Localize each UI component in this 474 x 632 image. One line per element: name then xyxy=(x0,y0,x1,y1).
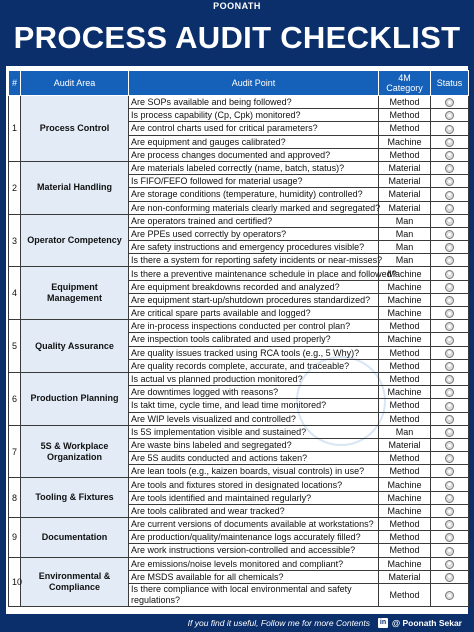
category-cell: Machine xyxy=(379,333,431,346)
section-number: 9 xyxy=(9,518,21,558)
status-cell xyxy=(431,267,469,280)
status-radio-icon[interactable] xyxy=(445,204,454,213)
status-cell xyxy=(431,412,469,425)
status-cell xyxy=(431,372,469,385)
category-cell: Method xyxy=(379,452,431,465)
status-cell xyxy=(431,518,469,531)
audit-point-cell: Are process changes documented and approved? xyxy=(129,148,379,161)
audit-point-cell: Are WIP levels visualized and controlled? xyxy=(129,412,379,425)
status-radio-icon[interactable] xyxy=(445,256,454,265)
status-radio-icon[interactable] xyxy=(445,98,454,107)
status-radio-icon[interactable] xyxy=(445,388,454,397)
status-radio-icon[interactable] xyxy=(445,111,454,120)
status-cell xyxy=(431,148,469,161)
category-cell: Machine xyxy=(379,280,431,293)
status-cell xyxy=(431,478,469,491)
audit-point-cell: Are current versions of documents available at workstations? xyxy=(129,518,379,531)
audit-point-cell: Is FIFO/FEFO followed for material usage? xyxy=(129,175,379,188)
category-cell: Method xyxy=(379,372,431,385)
audit-point-cell: Are safety instructions and emergency procedures visible? xyxy=(129,241,379,254)
category-cell: Method xyxy=(379,544,431,557)
status-radio-icon[interactable] xyxy=(445,217,454,226)
table-row xyxy=(9,161,469,174)
brand-name: POONATH xyxy=(213,1,261,11)
status-radio-icon[interactable] xyxy=(445,349,454,358)
checklist-table xyxy=(8,70,469,607)
status-radio-icon[interactable] xyxy=(445,243,454,252)
table-row xyxy=(9,478,469,491)
table-row xyxy=(9,267,469,280)
checklist-body xyxy=(9,96,469,607)
status-cell xyxy=(431,109,469,122)
status-cell xyxy=(431,544,469,557)
category-cell: Man xyxy=(379,227,431,240)
category-cell: Machine xyxy=(379,307,431,320)
audit-point-cell: Is there a preventive maintenance schedule in place and followed? xyxy=(129,267,379,280)
status-cell xyxy=(431,320,469,333)
status-radio-icon[interactable] xyxy=(445,591,454,600)
audit-point-cell: Are control charts used for critical parameters? xyxy=(129,122,379,135)
category-cell: Material xyxy=(379,438,431,451)
status-radio-icon[interactable] xyxy=(445,428,454,437)
status-cell xyxy=(431,188,469,201)
audit-point-cell: Are equipment start-up/shutdown procedures standardized? xyxy=(129,293,379,306)
audit-point-cell: Are materials labeled correctly (name, batch, status)? xyxy=(129,161,379,174)
audit-area-cell: Operator Competency xyxy=(21,214,129,267)
section-number: 7 xyxy=(9,425,21,478)
category-cell: Machine xyxy=(379,504,431,517)
audit-area-cell: Material Handling xyxy=(21,161,129,214)
status-radio-icon[interactable] xyxy=(445,270,454,279)
status-cell xyxy=(431,96,469,109)
status-radio-icon[interactable] xyxy=(445,125,454,134)
status-cell xyxy=(431,227,469,240)
status-radio-icon[interactable] xyxy=(445,494,454,503)
category-cell: Machine xyxy=(379,293,431,306)
status-cell xyxy=(431,307,469,320)
status-radio-icon[interactable] xyxy=(445,507,454,516)
status-radio-icon[interactable] xyxy=(445,283,454,292)
status-radio-icon[interactable] xyxy=(445,547,454,556)
status-cell xyxy=(431,425,469,438)
table-row xyxy=(9,425,469,438)
category-cell: Method xyxy=(379,109,431,122)
audit-area-cell: Quality Assurance xyxy=(21,320,129,373)
section-number: 8 xyxy=(9,478,21,518)
audit-point-cell: Is actual vs planned production monitored? xyxy=(129,372,379,385)
page-title: PROCESS AUDIT CHECKLIST xyxy=(13,20,461,55)
status-radio-icon[interactable] xyxy=(445,454,454,463)
audit-point-cell: Are emissions/noise levels monitored and compliant? xyxy=(129,557,379,570)
audit-point-cell: Is there a system for reporting safety incidents or near-misses? xyxy=(129,254,379,267)
status-cell xyxy=(431,491,469,504)
audit-point-cell: Are lean tools (e.g., kaizen boards, visual controls) in use? xyxy=(129,465,379,478)
status-radio-icon[interactable] xyxy=(445,402,454,411)
section-number: 2 xyxy=(9,161,21,214)
audit-point-cell: Are tools calibrated and wear tracked? xyxy=(129,504,379,517)
status-radio-icon[interactable] xyxy=(445,230,454,239)
section-number: 6 xyxy=(9,372,21,425)
category-cell: Man xyxy=(379,241,431,254)
category-cell: Machine xyxy=(379,135,431,148)
category-cell: Method xyxy=(379,320,431,333)
status-cell xyxy=(431,465,469,478)
audit-area-cell: Equipment Management xyxy=(21,267,129,320)
audit-point-cell: Are equipment and gauges calibrated? xyxy=(129,135,379,148)
status-cell xyxy=(431,122,469,135)
status-cell xyxy=(431,504,469,517)
audit-point-cell: Are PPEs used correctly by operators? xyxy=(129,227,379,240)
status-cell xyxy=(431,241,469,254)
header-4m-category: 4M Category xyxy=(379,71,431,96)
status-radio-icon[interactable] xyxy=(445,362,454,371)
status-radio-icon[interactable] xyxy=(445,322,454,331)
category-cell: Method xyxy=(379,399,431,412)
audit-area-cell: Environmental & Compliance xyxy=(21,557,129,606)
audit-area-cell: 5S & Workplace Organization xyxy=(21,425,129,478)
audit-point-cell: Are MSDS available for all chemicals? xyxy=(129,570,379,583)
category-cell: Method xyxy=(379,148,431,161)
status-cell xyxy=(431,175,469,188)
status-radio-icon[interactable] xyxy=(445,415,454,424)
status-radio-icon[interactable] xyxy=(445,336,454,345)
category-cell: Method xyxy=(379,465,431,478)
header-audit-point: Audit Point xyxy=(129,71,379,96)
status-cell xyxy=(431,333,469,346)
status-radio-icon[interactable] xyxy=(445,533,454,542)
audit-point-cell: Are 5S audits conducted and actions taken? xyxy=(129,452,379,465)
audit-point-cell: Are operators trained and certified? xyxy=(129,214,379,227)
status-cell xyxy=(431,346,469,359)
category-cell: Material xyxy=(379,161,431,174)
status-cell xyxy=(431,201,469,214)
status-radio-icon[interactable] xyxy=(445,520,454,529)
status-radio-icon[interactable] xyxy=(445,467,454,476)
status-radio-icon[interactable] xyxy=(445,481,454,490)
linkedin-icon[interactable]: in xyxy=(379,619,387,626)
audit-point-cell: Are waste bins labeled and segregated? xyxy=(129,438,379,451)
status-cell xyxy=(431,214,469,227)
audit-area-cell: Documentation xyxy=(21,518,129,558)
table-row xyxy=(9,320,469,333)
audit-area-cell: Tooling & Fixtures xyxy=(21,478,129,518)
header-status: Status xyxy=(431,71,469,96)
status-cell xyxy=(431,135,469,148)
status-radio-icon[interactable] xyxy=(445,138,454,147)
audit-point-cell: Are non-conforming materials clearly marked and segregated? xyxy=(129,201,379,214)
status-cell xyxy=(431,386,469,399)
category-cell: Machine xyxy=(379,557,431,570)
status-radio-icon[interactable] xyxy=(445,164,454,173)
category-cell: Method xyxy=(379,122,431,135)
audit-point-cell: Are storage conditions (temperature, humidity) controlled? xyxy=(129,188,379,201)
section-number: 1 xyxy=(9,96,21,162)
section-number: 5 xyxy=(9,320,21,373)
category-cell: Machine xyxy=(379,478,431,491)
table-row xyxy=(9,214,469,227)
status-cell xyxy=(431,452,469,465)
category-cell: Method xyxy=(379,412,431,425)
audit-point-cell: Are production/quality/maintenance logs accurately filled? xyxy=(129,531,379,544)
status-cell xyxy=(431,254,469,267)
category-cell: Machine xyxy=(379,491,431,504)
checklist-sheet xyxy=(6,66,468,614)
audit-point-cell: Are inspection tools calibrated and used properly? xyxy=(129,333,379,346)
status-radio-icon[interactable] xyxy=(445,191,454,200)
audit-point-cell: Are SOPs available and being followed? xyxy=(129,96,379,109)
category-cell: Material xyxy=(379,175,431,188)
audit-point-cell: Are work instructions version-controlled and accessible? xyxy=(129,544,379,557)
table-row xyxy=(9,557,469,570)
audit-point-cell: Are downtimes logged with reasons? xyxy=(129,386,379,399)
category-cell: Man xyxy=(379,425,431,438)
audit-point-cell: Is takt time, cycle time, and lead time monitored? xyxy=(129,399,379,412)
category-cell: Man xyxy=(379,254,431,267)
category-cell: Method xyxy=(379,518,431,531)
category-cell: Method xyxy=(379,96,431,109)
category-cell: Method xyxy=(379,531,431,544)
status-radio-icon[interactable] xyxy=(445,309,454,318)
category-cell: Method xyxy=(379,346,431,359)
status-radio-icon[interactable] xyxy=(445,151,454,160)
status-cell xyxy=(431,583,469,606)
category-cell: Method xyxy=(379,359,431,372)
status-radio-icon[interactable] xyxy=(445,296,454,305)
table-row xyxy=(9,96,469,109)
status-cell xyxy=(431,438,469,451)
section-number: 4 xyxy=(9,267,21,320)
status-cell xyxy=(431,161,469,174)
status-cell xyxy=(431,557,469,570)
category-cell: Man xyxy=(379,214,431,227)
status-cell xyxy=(431,570,469,583)
table-row xyxy=(9,518,469,531)
status-cell xyxy=(431,399,469,412)
audit-point-cell: Are critical spare parts available and logged? xyxy=(129,307,379,320)
status-cell xyxy=(431,293,469,306)
category-cell: Machine xyxy=(379,386,431,399)
header-num: # xyxy=(9,71,21,96)
audit-point-cell: Are equipment breakdowns recorded and analyzed? xyxy=(129,280,379,293)
section-number: 10 xyxy=(9,557,21,606)
audit-point-cell: Are quality issues tracked using RCA tools (e.g., 5 Why)? xyxy=(129,346,379,359)
table-header-row xyxy=(9,71,469,96)
category-cell: Material xyxy=(379,570,431,583)
footer-author[interactable]: @ Poonath Sekar xyxy=(391,618,462,628)
status-radio-icon[interactable] xyxy=(445,375,454,384)
status-cell xyxy=(431,280,469,293)
footer xyxy=(0,614,474,632)
category-cell: Material xyxy=(379,188,431,201)
audit-point-cell: Are in-process inspections conducted per control plan? xyxy=(129,320,379,333)
audit-point-cell: Are tools identified and maintained regularly? xyxy=(129,491,379,504)
status-cell xyxy=(431,359,469,372)
category-cell: Machine xyxy=(379,267,431,280)
status-radio-icon[interactable] xyxy=(445,573,454,582)
audit-area-cell: Production Planning xyxy=(21,372,129,425)
category-cell: Method xyxy=(379,583,431,606)
audit-area-cell: Process Control xyxy=(21,96,129,162)
status-radio-icon[interactable] xyxy=(445,177,454,186)
audit-point-cell: Are tools and fixtures stored in designated locations? xyxy=(129,478,379,491)
table-row xyxy=(9,372,469,385)
section-number: 3 xyxy=(9,214,21,267)
status-radio-icon[interactable] xyxy=(445,441,454,450)
audit-point-cell: Are quality records complete, accurate, and traceable? xyxy=(129,359,379,372)
status-cell xyxy=(431,531,469,544)
audit-point-cell: Is process capability (Cp, Cpk) monitored? xyxy=(129,109,379,122)
status-radio-icon[interactable] xyxy=(445,560,454,569)
header-audit-area: Audit Area xyxy=(21,71,129,96)
audit-point-cell: Is 5S implementation visible and sustained? xyxy=(129,425,379,438)
category-cell: Material xyxy=(379,201,431,214)
audit-point-cell: Is there compliance with local environmental and safety regulations? xyxy=(129,583,379,606)
footer-text: If you find it useful, Follow me for more Contents xyxy=(187,618,370,628)
